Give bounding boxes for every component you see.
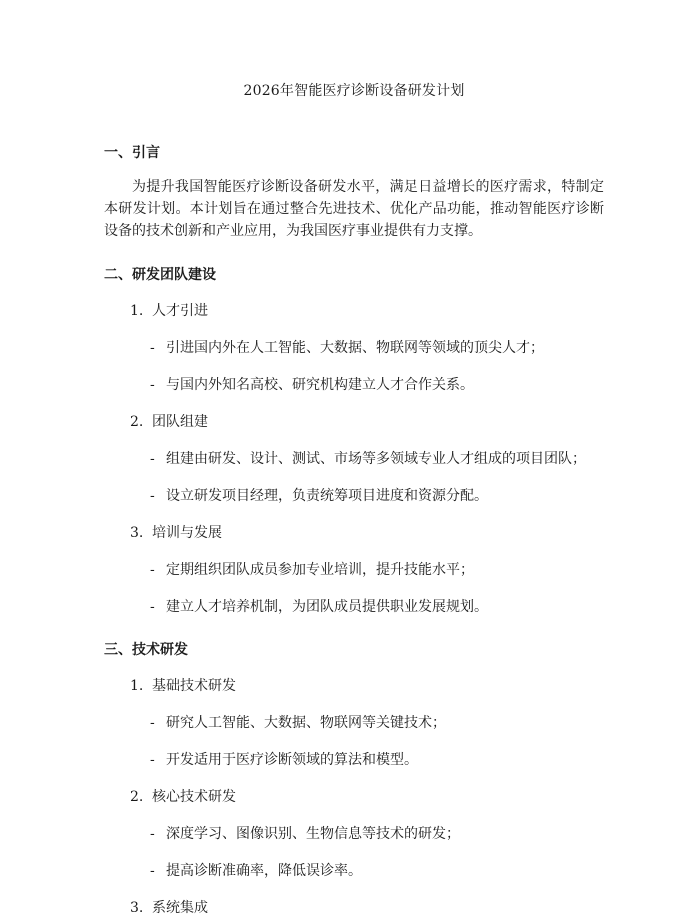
subsection-title: 培训与发展 bbox=[152, 525, 222, 541]
subsection-number: 2. bbox=[130, 414, 144, 430]
section-heading-intro: 一、引言 bbox=[104, 145, 160, 161]
bullet-marker: - bbox=[150, 488, 155, 504]
subsection-number: 1. bbox=[130, 303, 144, 319]
document-title: 2026年智能医疗诊断设备研发计划 bbox=[243, 83, 465, 99]
bullet-text: 设立研发项目经理，负责统筹项目进度和资源分配。 bbox=[166, 488, 488, 504]
bullet-text: 提高诊断准确率，降低误诊率。 bbox=[166, 863, 362, 879]
bullet-text: 开发适用于医疗诊断领域的算法和模型。 bbox=[166, 752, 418, 768]
list-item bbox=[104, 824, 604, 844]
bullet-text: 建立人才培养机制，为团队成员提供职业发展规划。 bbox=[166, 599, 488, 615]
list-item bbox=[104, 750, 604, 770]
bullet-text: 引进国内外在人工智能、大数据、物联网等领域的顶尖人才； bbox=[166, 340, 544, 356]
section-heading-team: 二、研发团队建设 bbox=[104, 267, 216, 283]
subsection-number: 1. bbox=[130, 678, 144, 694]
subsection-number: 3. bbox=[130, 525, 144, 541]
bullet-marker: - bbox=[150, 562, 155, 578]
section-heading-tech: 三、技术研发 bbox=[104, 642, 188, 658]
subsection-title: 基础技术研发 bbox=[152, 678, 236, 694]
bullet-marker: - bbox=[150, 599, 155, 615]
list-item bbox=[104, 338, 604, 358]
list-item bbox=[104, 560, 604, 580]
subsection-team-building bbox=[104, 412, 604, 432]
bullet-text: 组建由研发、设计、测试、市场等多领域专业人才组成的项目团队； bbox=[166, 451, 586, 467]
intro-paragraph: 为提升我国智能医疗诊断设备研发水平，满足日益增长的医疗需求，特制定本研发计划。本计划旨在通过整合先进技术、优化产品功能，推动智能医疗诊断设备的技术创新和产业应用，为我国医疗事业提供有力支撑。 bbox=[104, 179, 604, 239]
list-item bbox=[104, 486, 604, 506]
subsection-title: 系统集成 bbox=[152, 900, 208, 916]
bullet-text: 深度学习、图像识别、生物信息等技术的研发； bbox=[166, 826, 460, 842]
bullet-marker: - bbox=[150, 715, 155, 731]
bullet-marker: - bbox=[150, 451, 155, 467]
bullet-text: 与国内外知名高校、研究机构建立人才合作关系。 bbox=[166, 377, 474, 393]
subsection-core-tech bbox=[104, 787, 604, 807]
bullet-text: 定期组织团队成员参加专业培训，提升技能水平； bbox=[166, 562, 474, 578]
bullet-marker: - bbox=[150, 826, 155, 842]
list-item bbox=[104, 713, 604, 733]
subsection-training bbox=[104, 523, 604, 543]
list-item bbox=[104, 597, 604, 617]
list-item bbox=[104, 375, 604, 395]
list-item bbox=[104, 861, 604, 881]
subsection-system-integration bbox=[104, 898, 604, 918]
subsection-number: 2. bbox=[130, 789, 144, 805]
subsection-title: 团队组建 bbox=[152, 414, 208, 430]
subsection-number: 3. bbox=[130, 900, 144, 916]
subsection-title: 核心技术研发 bbox=[152, 789, 236, 805]
subsection-basic-tech bbox=[104, 676, 604, 696]
subsection-title: 人才引进 bbox=[152, 303, 208, 319]
bullet-marker: - bbox=[150, 863, 155, 879]
bullet-marker: - bbox=[150, 377, 155, 393]
bullet-marker: - bbox=[150, 752, 155, 768]
list-item bbox=[104, 449, 604, 469]
bullet-marker: - bbox=[150, 340, 155, 356]
bullet-text: 研究人工智能、大数据、物联网等关键技术； bbox=[166, 715, 446, 731]
subsection-talent bbox=[104, 301, 604, 321]
